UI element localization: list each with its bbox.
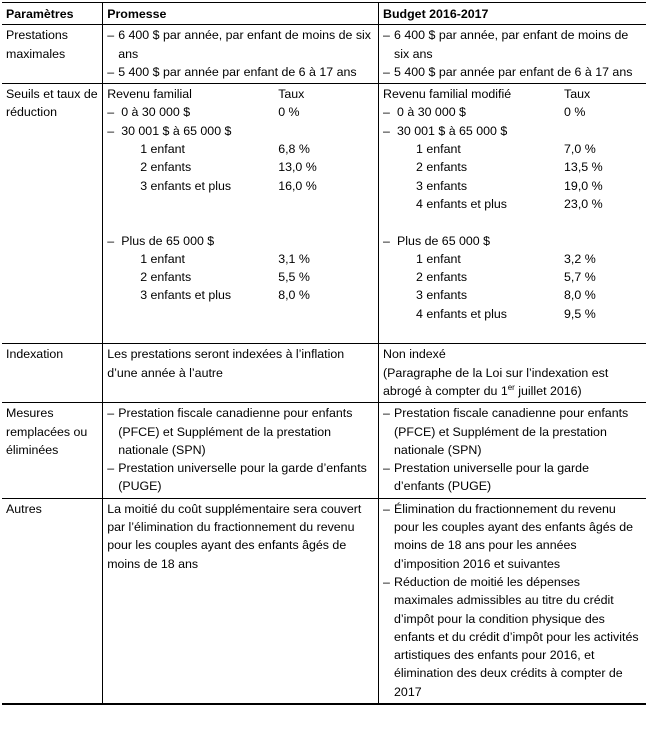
- rate-label: 3 enfants: [416, 288, 468, 303]
- bracket-label: 30 001 $ à 65 000 $: [397, 123, 508, 138]
- header-row: [2, 3, 646, 25]
- bullet-list: [383, 26, 642, 81]
- rate-label: 2 enfants: [140, 270, 192, 285]
- bracket-label: 0 à 30 000 $: [397, 105, 466, 120]
- row-label: Autres: [6, 501, 42, 516]
- rate-value: 5,5 %: [278, 270, 310, 285]
- cell-text: La moitié du coût supplémentaire sera couvert par l’élimination du fractionnement du revenu pour les couples ayant des enfants âgés de moins de 18 ans: [103, 498, 379, 704]
- rate-value: 7,0 %: [564, 142, 596, 157]
- rate-label: 4 enfants et plus: [416, 306, 507, 321]
- row-prestations: [2, 25, 646, 84]
- list-item: – 5 400 $ par année par enfant de 6 à 17 ans: [107, 63, 374, 81]
- rate-label: 3 enfants: [416, 178, 468, 193]
- rate-value: 0 %: [564, 105, 586, 120]
- row-mesures: [2, 403, 646, 498]
- rate-label: 1 enfant: [416, 251, 461, 266]
- list-item: – Prestation fiscale canadienne pour enfants (PFCE) et Supplément de la prestation nationale (SPN): [107, 404, 374, 459]
- row-label: Prestations maximales: [6, 28, 68, 61]
- rate-value: 5,7 %: [564, 270, 596, 285]
- list-item: – Prestation fiscale canadienne pour enfants (PFCE) et Supplément de la prestation nationale (SPN): [383, 404, 642, 459]
- rate-value: 8,0 %: [564, 288, 596, 303]
- row-label: Seuils et taux de réduction: [6, 87, 98, 120]
- header-parametres: Paramètres: [6, 7, 74, 21]
- list-item: – Réduction de moitié les dépenses maximales admissibles au titre du crédit d’impôt pour la condition physique des enfants et du crédit d’impôt pour les activités artistiques des enfants pour 2016, et élimination des deux crédits à compter de 2017: [383, 573, 642, 701]
- comparison-table: [2, 2, 646, 705]
- bullet-list: [383, 500, 642, 701]
- rate-value: 16,0 %: [278, 178, 317, 193]
- row-seuils: Seuils et taux de réduction Revenu familial Taux – 0 à 30 000 $ 0 % – 30 001 $ à 65 000 $ 1 enfant 6,8 % 2 enfants 13,0 % 3 enfants et plus 16,0 % – Plus de 65 000 $ 1 enfant 3,1 % 2 enfants 5,5 % 3 enfants et plus 8,0 % Revenu familial modifié Taux – 0 à 30 000 $ 0 % – 30 001 $ à 65 000 $ 1 enfant 7,0 % 2 enfants 13,5 % 3 enfants 19,0 % 4 enfants et plus 23,0 % – Plus de 65 000 $ 1 enfant 3,2 % 2 enfants 5,7 % 3 enfants 8,0 % 4 enfants et plus 9,5 %: [2, 84, 646, 344]
- rate-value: 0 %: [278, 105, 300, 120]
- list-item: – Prestation universelle pour la garde d’enfants (PUGE): [107, 459, 374, 496]
- bracket-label: Plus de 65 000 $: [397, 233, 491, 248]
- rate-label: 2 enfants: [140, 160, 192, 175]
- rate-value: 9,5 %: [564, 306, 596, 321]
- list-item: – Prestation universelle pour la garde d’enfants (PUGE): [383, 459, 642, 496]
- indexation-note: (Paragraphe de la Loi sur l’indexation est abrogé à compter du 1er juillet 2016): [383, 365, 609, 398]
- rate-label: 4 enfants et plus: [416, 196, 507, 211]
- rate-value: 8,0 %: [278, 288, 310, 303]
- header-promesse: Promesse: [103, 3, 379, 25]
- rate-label: 1 enfant: [416, 142, 461, 157]
- rate-value: 19,0 %: [564, 178, 603, 193]
- bullet-list: [107, 26, 374, 81]
- rate-value: 3,1 %: [278, 251, 310, 266]
- bracket-label: 30 001 $ à 65 000 $: [121, 123, 232, 138]
- bullet-list: [383, 404, 642, 495]
- list-item: – 6 400 $ par année, par enfant de moins de six ans: [383, 26, 642, 63]
- rate-label: 3 enfants et plus: [140, 178, 232, 193]
- row-label: Indexation: [6, 347, 64, 362]
- header-budget: Budget 2016-2017: [379, 3, 646, 25]
- rate-col-header: Taux: [278, 87, 305, 102]
- cell-text: Les prestations seront indexées à l’inflation d’une année à l’autre: [103, 344, 379, 403]
- rate-label: 3 enfants et plus: [140, 288, 232, 303]
- rate-value: 13,5 %: [564, 160, 603, 175]
- cell-text: Non indexé: [383, 347, 446, 362]
- rate-value: 23,0 %: [564, 196, 603, 211]
- row-label: Mesures remplacées ou éliminées: [6, 406, 88, 457]
- bracket-label: Plus de 65 000 $: [121, 233, 215, 248]
- list-item: – 6 400 $ par année, par enfant de moins de six ans: [107, 26, 374, 63]
- list-item: – Élimination du fractionnement du revenu pour les couples ayant des enfants âgés de moins de 18 ans pour les années d’imposition 2016 et suivantes: [383, 500, 642, 573]
- rate-value: 3,2 %: [564, 251, 596, 266]
- bracket-label: 0 à 30 000 $: [121, 105, 191, 120]
- rate-value: 6,8 %: [278, 142, 310, 157]
- rate-label: 1 enfant: [140, 251, 185, 266]
- row-autres: [2, 498, 646, 704]
- rate-label: 1 enfant: [140, 142, 185, 157]
- bullet-list: [107, 404, 374, 495]
- row-indexation: [2, 344, 646, 403]
- list-item: – 5 400 $ par année par enfant de 6 à 17 ans: [383, 63, 642, 81]
- rate-col-header: Taux: [564, 87, 591, 102]
- rate-col-header: Revenu familial modifié: [383, 87, 512, 102]
- rate-col-header: Revenu familial: [107, 87, 192, 102]
- rate-label: 2 enfants: [416, 270, 468, 285]
- rate-value: 13,0 %: [278, 160, 317, 175]
- rate-label: 2 enfants: [416, 160, 468, 175]
